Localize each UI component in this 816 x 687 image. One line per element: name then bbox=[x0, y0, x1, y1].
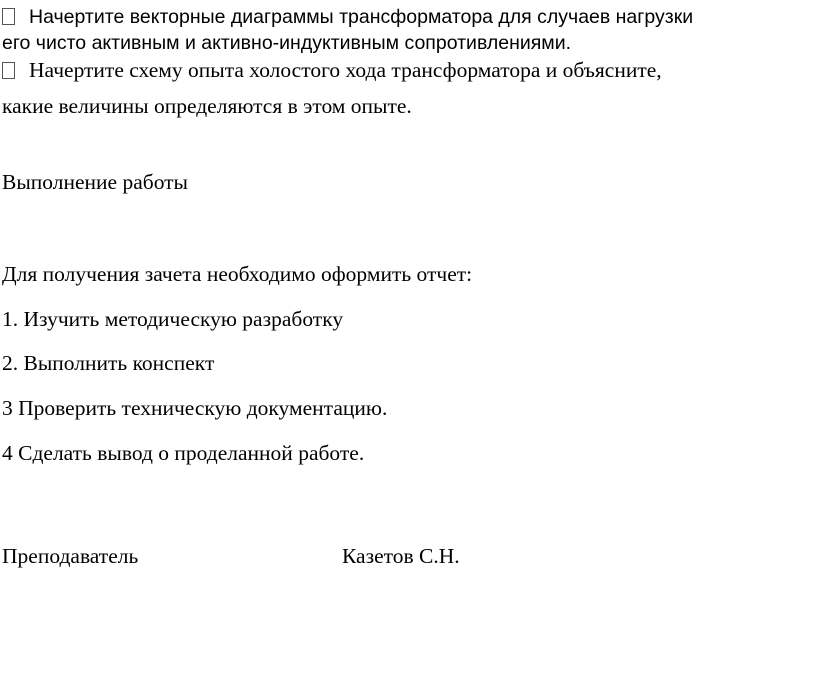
bullet-square-icon bbox=[2, 8, 15, 25]
step-item-1: 1. Изучить методическую разработку bbox=[2, 307, 344, 331]
bullet-square-icon bbox=[2, 62, 15, 79]
question-2-text-1: Начертите схему опыта холостого хода трансформатора и объясните, bbox=[29, 58, 662, 82]
question-2-line-1 bbox=[2, 57, 662, 83]
step-item-3: 3 Проверить техническую документацию. bbox=[2, 396, 388, 420]
question-1-line-1 bbox=[2, 4, 693, 30]
question-1-text-1: Начертите векторные диаграммы трансформатора для случаев нагрузки bbox=[29, 6, 694, 28]
signature-line bbox=[2, 543, 702, 569]
section-heading: Выполнение работы bbox=[2, 170, 189, 194]
step-item-2: 2. Выполнить конспект bbox=[2, 351, 215, 375]
question-1-line-2: его чисто активным и активно-индуктивным сопротивлениями. bbox=[2, 32, 572, 54]
signature-name: Казетов С.Н. bbox=[342, 544, 460, 568]
report-intro: Для получения зачета необходимо оформить отчет: bbox=[2, 262, 473, 286]
step-item-4: 4 Сделать вывод о проделанной работе. bbox=[2, 441, 365, 465]
question-2-line-2: какие величины определяются в этом опыте. bbox=[2, 94, 412, 118]
signature-role: Преподаватель bbox=[2, 544, 139, 568]
